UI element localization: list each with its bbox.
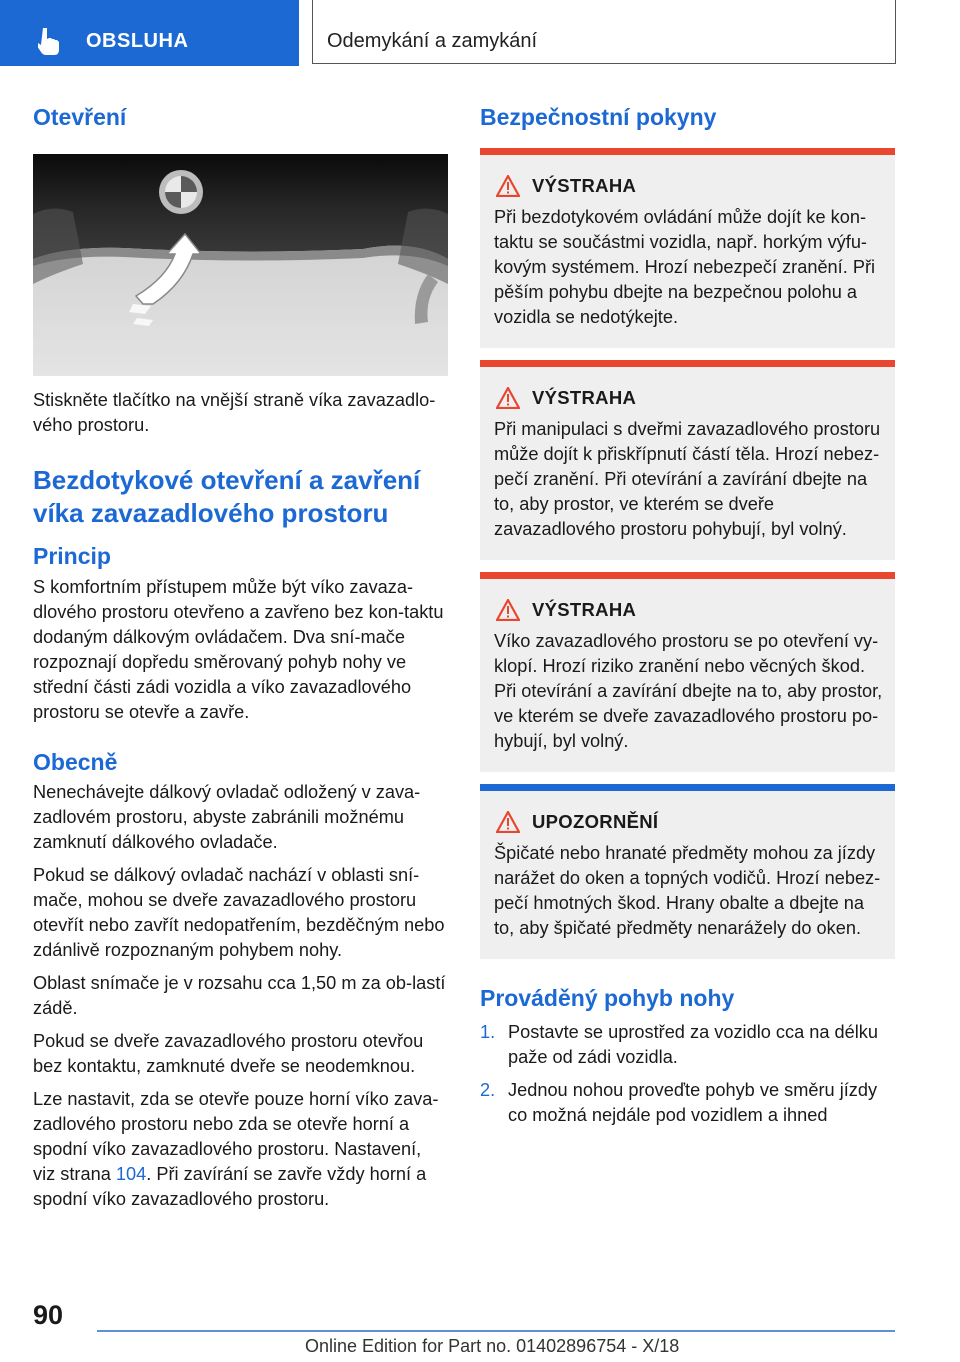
warning-triangle-icon [496, 599, 520, 621]
trunk-button-illustration [33, 154, 448, 376]
notice-box [480, 784, 895, 959]
general-paragraph-4: Pokud se dveře zavazadlového prostoru otevřou bez kontaktu, zamknuté dveře se neodemknou. [33, 1031, 424, 1077]
general-paragraph-5-start: Lze nastavit, zda se otevře pouze horní víko zava-zadlového prostoru nebo zda se otevře horní a spodní víko zavazadlového prostoru. Nastavení, viz strana [33, 1089, 439, 1185]
step-text: Jednou nohou proveďte pohyb ve směru jízdy co možná nejdále pod vozidlem a ihned [508, 1080, 878, 1126]
warning-header [496, 599, 887, 621]
heading-contactless: Bezdotykové otevření a zavření víka zavazadlového prostoru [33, 464, 421, 529]
list-item [480, 1020, 895, 1070]
heading-safety: Bezpečnostní pokyny [480, 104, 717, 130]
general-paragraph-2: Pokud se dálkový ovladač nachází v oblasti sní-mače, mohou se dveře zavazadlového prostoru otevřít nebo zavřít nedopatřením, bezděčným nebo zdánlivě rozpoznaným pohybem nohy. [33, 865, 445, 961]
warning-triangle-icon [496, 811, 520, 833]
hand-pointer-icon [38, 27, 64, 55]
chapter-title: Odemykání a zamykání [327, 30, 538, 52]
page-header [0, 0, 960, 66]
list-item [480, 1078, 895, 1128]
warning-title: VÝSTRAHA [532, 598, 637, 620]
step-number: 1. [480, 1022, 496, 1043]
step-text: Postavte se uprostřed za vozidlo cca na délku paže od zádi vozidla. [508, 1022, 879, 1068]
heading-principle: Princip [33, 543, 111, 570]
page-link-104[interactable]: 104 [115, 1164, 147, 1185]
heading-general: Obecně [33, 748, 118, 775]
caption-press-button: Stiskněte tlačítko na vnější straně víka zavazadlo-vého prostoru. [33, 389, 436, 435]
principle-text: S komfortním přístupem může být víko zavaza-dlového prostoru otevřeno a zavřeno bez kon-taktu dodaným dálkovým ovládačem. Dva sní-mače rozpoznají dopředu směrovaný pohyb nohy ve střední části zádi vozidla a víko zavazadlového prostoru se otevře a zavře. [33, 576, 444, 722]
warning-box-2 [480, 360, 895, 560]
page-number: 90 [33, 1300, 64, 1330]
warning-header [496, 175, 887, 197]
general-paragraph-3: Oblast snímače je v rozsahu cca 1,50 m za ob-lastí zádě. [33, 973, 446, 1019]
general-paragraph-1: Nenechávejte dálkový ovladač odložený v zava-zadlovém prostoru, abyste zabránili možnému zamknutí dálkového ovladače. [33, 782, 421, 853]
footer-edition: Online Edition for Part no. 01402896754 - X/18 [305, 1336, 680, 1356]
heading-foot-motion: Prováděný pohyb nohy [480, 984, 735, 1011]
warning-box-3 [480, 572, 895, 772]
left-column [33, 100, 448, 1212]
general-paragraph-5-end: . Při zavírání se zavře vždy horní a spodní víko zavazadlového prostoru. [33, 1164, 427, 1210]
warning-text: Při bezdotykovém ovládání může dojít ke kon-taktu se součástmi vozidla, např. horkým výfu-kovým systémem. Hrozí nebezpečí zranění. Při pěším pohybu dbejte na bezpečnou polohu a vozidla se nedotýkejte. [494, 206, 876, 327]
warning-triangle-icon [496, 175, 520, 197]
warning-text: Při manipulaci s dveřmi zavazadlového prostoru může dojít k přiskřípnutí částí těla. Hrozí nebez-pečí zranění. Při otevírání a zavírání dbejte na to, aby prostor, ve kterém se dveře zavazadlového prostoru pohybují, byl volný. [494, 418, 881, 539]
trunk-photo-graphic [33, 154, 448, 376]
notice-header [496, 811, 887, 833]
warning-title: VÝSTRAHA [532, 386, 637, 408]
section-label: OBSLUHA [86, 30, 189, 52]
general-paragraph-5 [33, 1087, 448, 1212]
notice-text: Špičaté nebo hranaté předměty mohou za jízdy narážet do oken a topných vodičů. Hrozí nebez-pečí hmotných škod. Hrany obalte a dbejte na to, aby špičaté předměty nenarážely do oken. [494, 842, 881, 938]
step-number: 2. [480, 1080, 496, 1101]
warning-triangle-icon [496, 387, 520, 409]
footer-divider [97, 1330, 895, 1332]
right-column [480, 100, 895, 1128]
heading-open: Otevření [33, 104, 127, 130]
chapter-box [312, 0, 896, 64]
warning-title: VÝSTRAHA [532, 174, 637, 196]
notice-title: UPOZORNĚNÍ [532, 810, 659, 832]
warning-header [496, 387, 887, 409]
warning-box-1 [480, 148, 895, 348]
warning-text: Víko zavazadlového prostoru se po otevření vy-klopí. Hrozí riziko zranění nebo věcných škod. Při otevírání a zavírání dbejte na to, aby prostor, ve kterém se dveře zavazadlového prostoru po-hybují, byl volný. [494, 630, 883, 751]
section-tab [0, 0, 299, 66]
